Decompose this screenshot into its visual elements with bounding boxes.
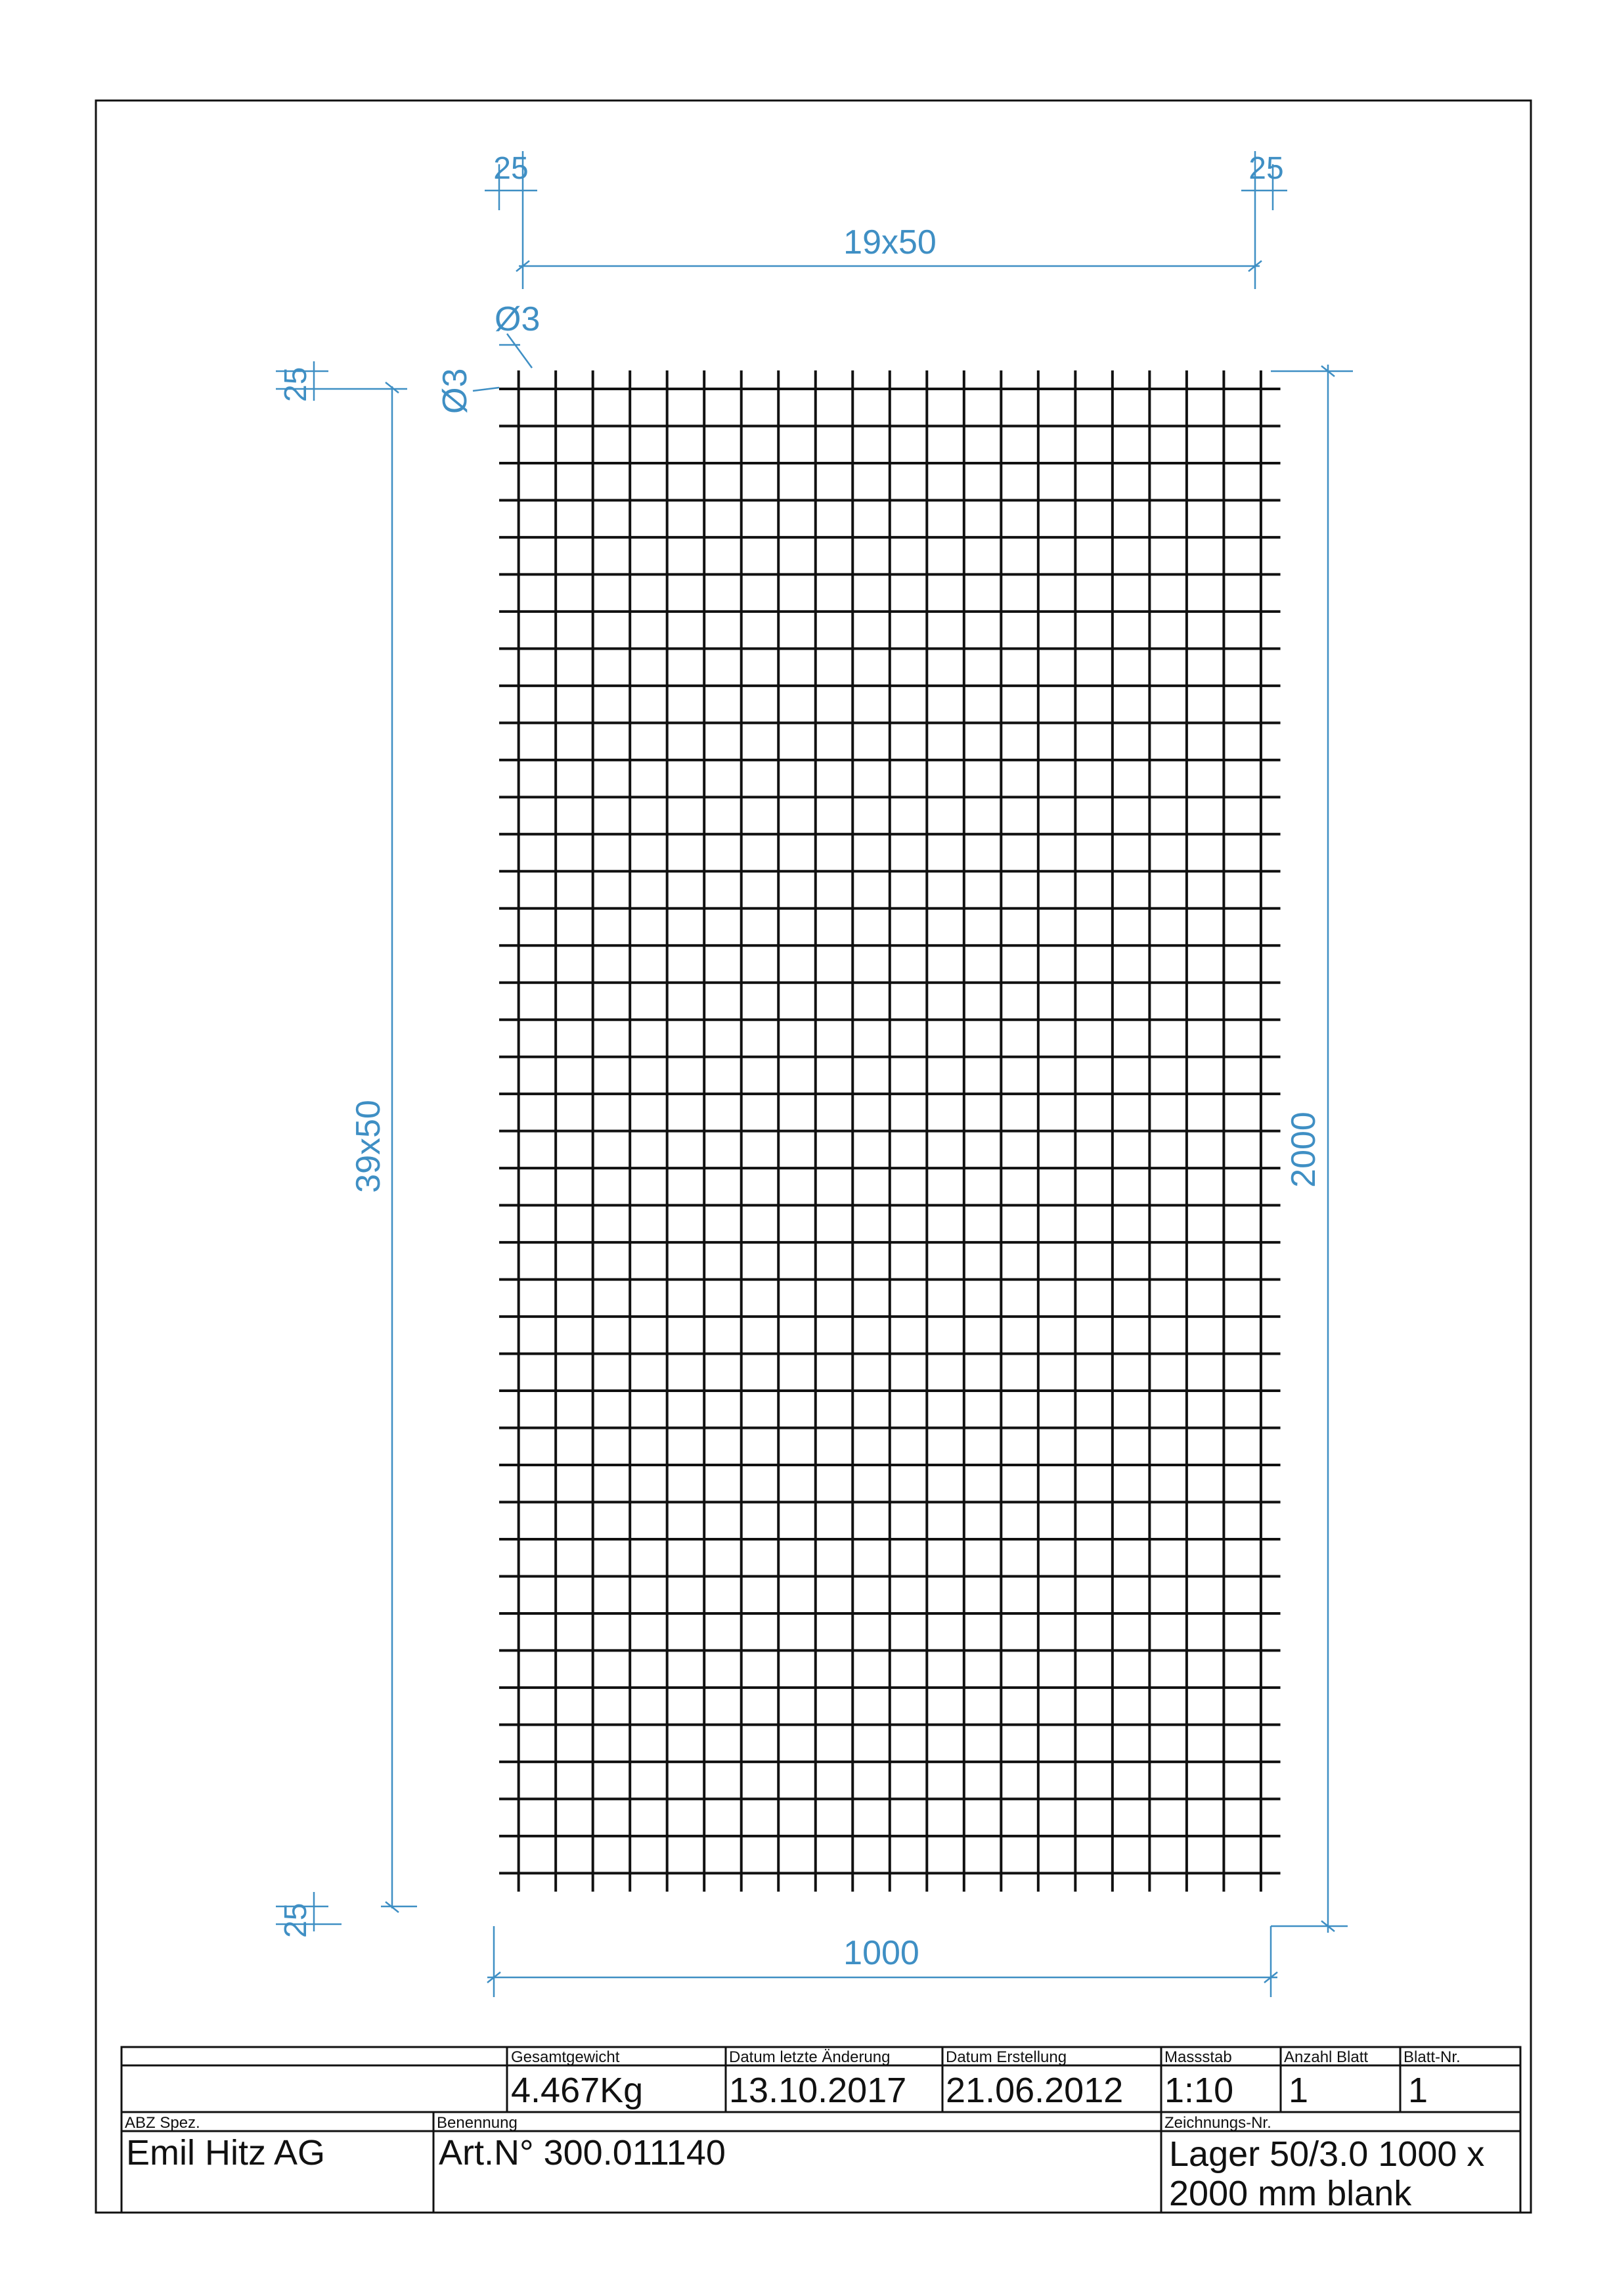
dim-leader [507, 334, 532, 368]
dim-label-top-right-margin: 25 [1248, 151, 1284, 186]
sheet-no-value: 1 [1408, 2071, 1428, 2110]
dim-label-diameter-left: Ø3 [436, 368, 474, 414]
weight-label: Gesamtgewicht [511, 2048, 620, 2066]
sheets-value: 1 [1289, 2071, 1309, 2110]
dim-label-top-left-margin: 25 [493, 151, 529, 186]
name-value: Art.N° 300.011140 [439, 2133, 726, 2172]
name-label: Benennung [437, 2114, 518, 2132]
modified-label: Datum letzte Änderung [729, 2048, 891, 2066]
scale-label: Massstab [1164, 2048, 1232, 2066]
spec-label: ABZ Spez. [125, 2114, 200, 2132]
modified-value: 13.10.2017 [729, 2071, 907, 2110]
scale-value: 1:10 [1164, 2071, 1234, 2110]
dim-label-left-top-margin: 25 [278, 367, 313, 402]
drawing-no-label: Zeichnungs-Nr. [1164, 2114, 1271, 2132]
drawing-no-line2: 2000 mm blank [1169, 2174, 1412, 2213]
dim-label-left-bottom-margin: 25 [278, 1902, 313, 1938]
dim-label-diameter-top: Ø3 [495, 300, 541, 338]
company-name: Emil Hitz AG [126, 2133, 326, 2172]
wire-mesh [499, 371, 1281, 1892]
weight-value: 4.467Kg [511, 2071, 644, 2110]
sheets-label: Anzahl Blatt [1284, 2048, 1369, 2066]
dim-label-horizontal-pitch: 19x50 [843, 223, 937, 261]
dim-label-vertical-pitch: 39x50 [349, 1100, 387, 1193]
sheet-no-label: Blatt-Nr. [1403, 2048, 1461, 2066]
created-label: Datum Erstellung [946, 2048, 1067, 2066]
dim-label-total-width: 1000 [843, 1934, 919, 1972]
drawing-no-line1: Lager 50/3.0 1000 x [1169, 2134, 1485, 2174]
dim-leader [473, 388, 499, 391]
dim-label-total-height: 2000 [1285, 1112, 1323, 1188]
created-value: 21.06.2012 [946, 2071, 1124, 2110]
